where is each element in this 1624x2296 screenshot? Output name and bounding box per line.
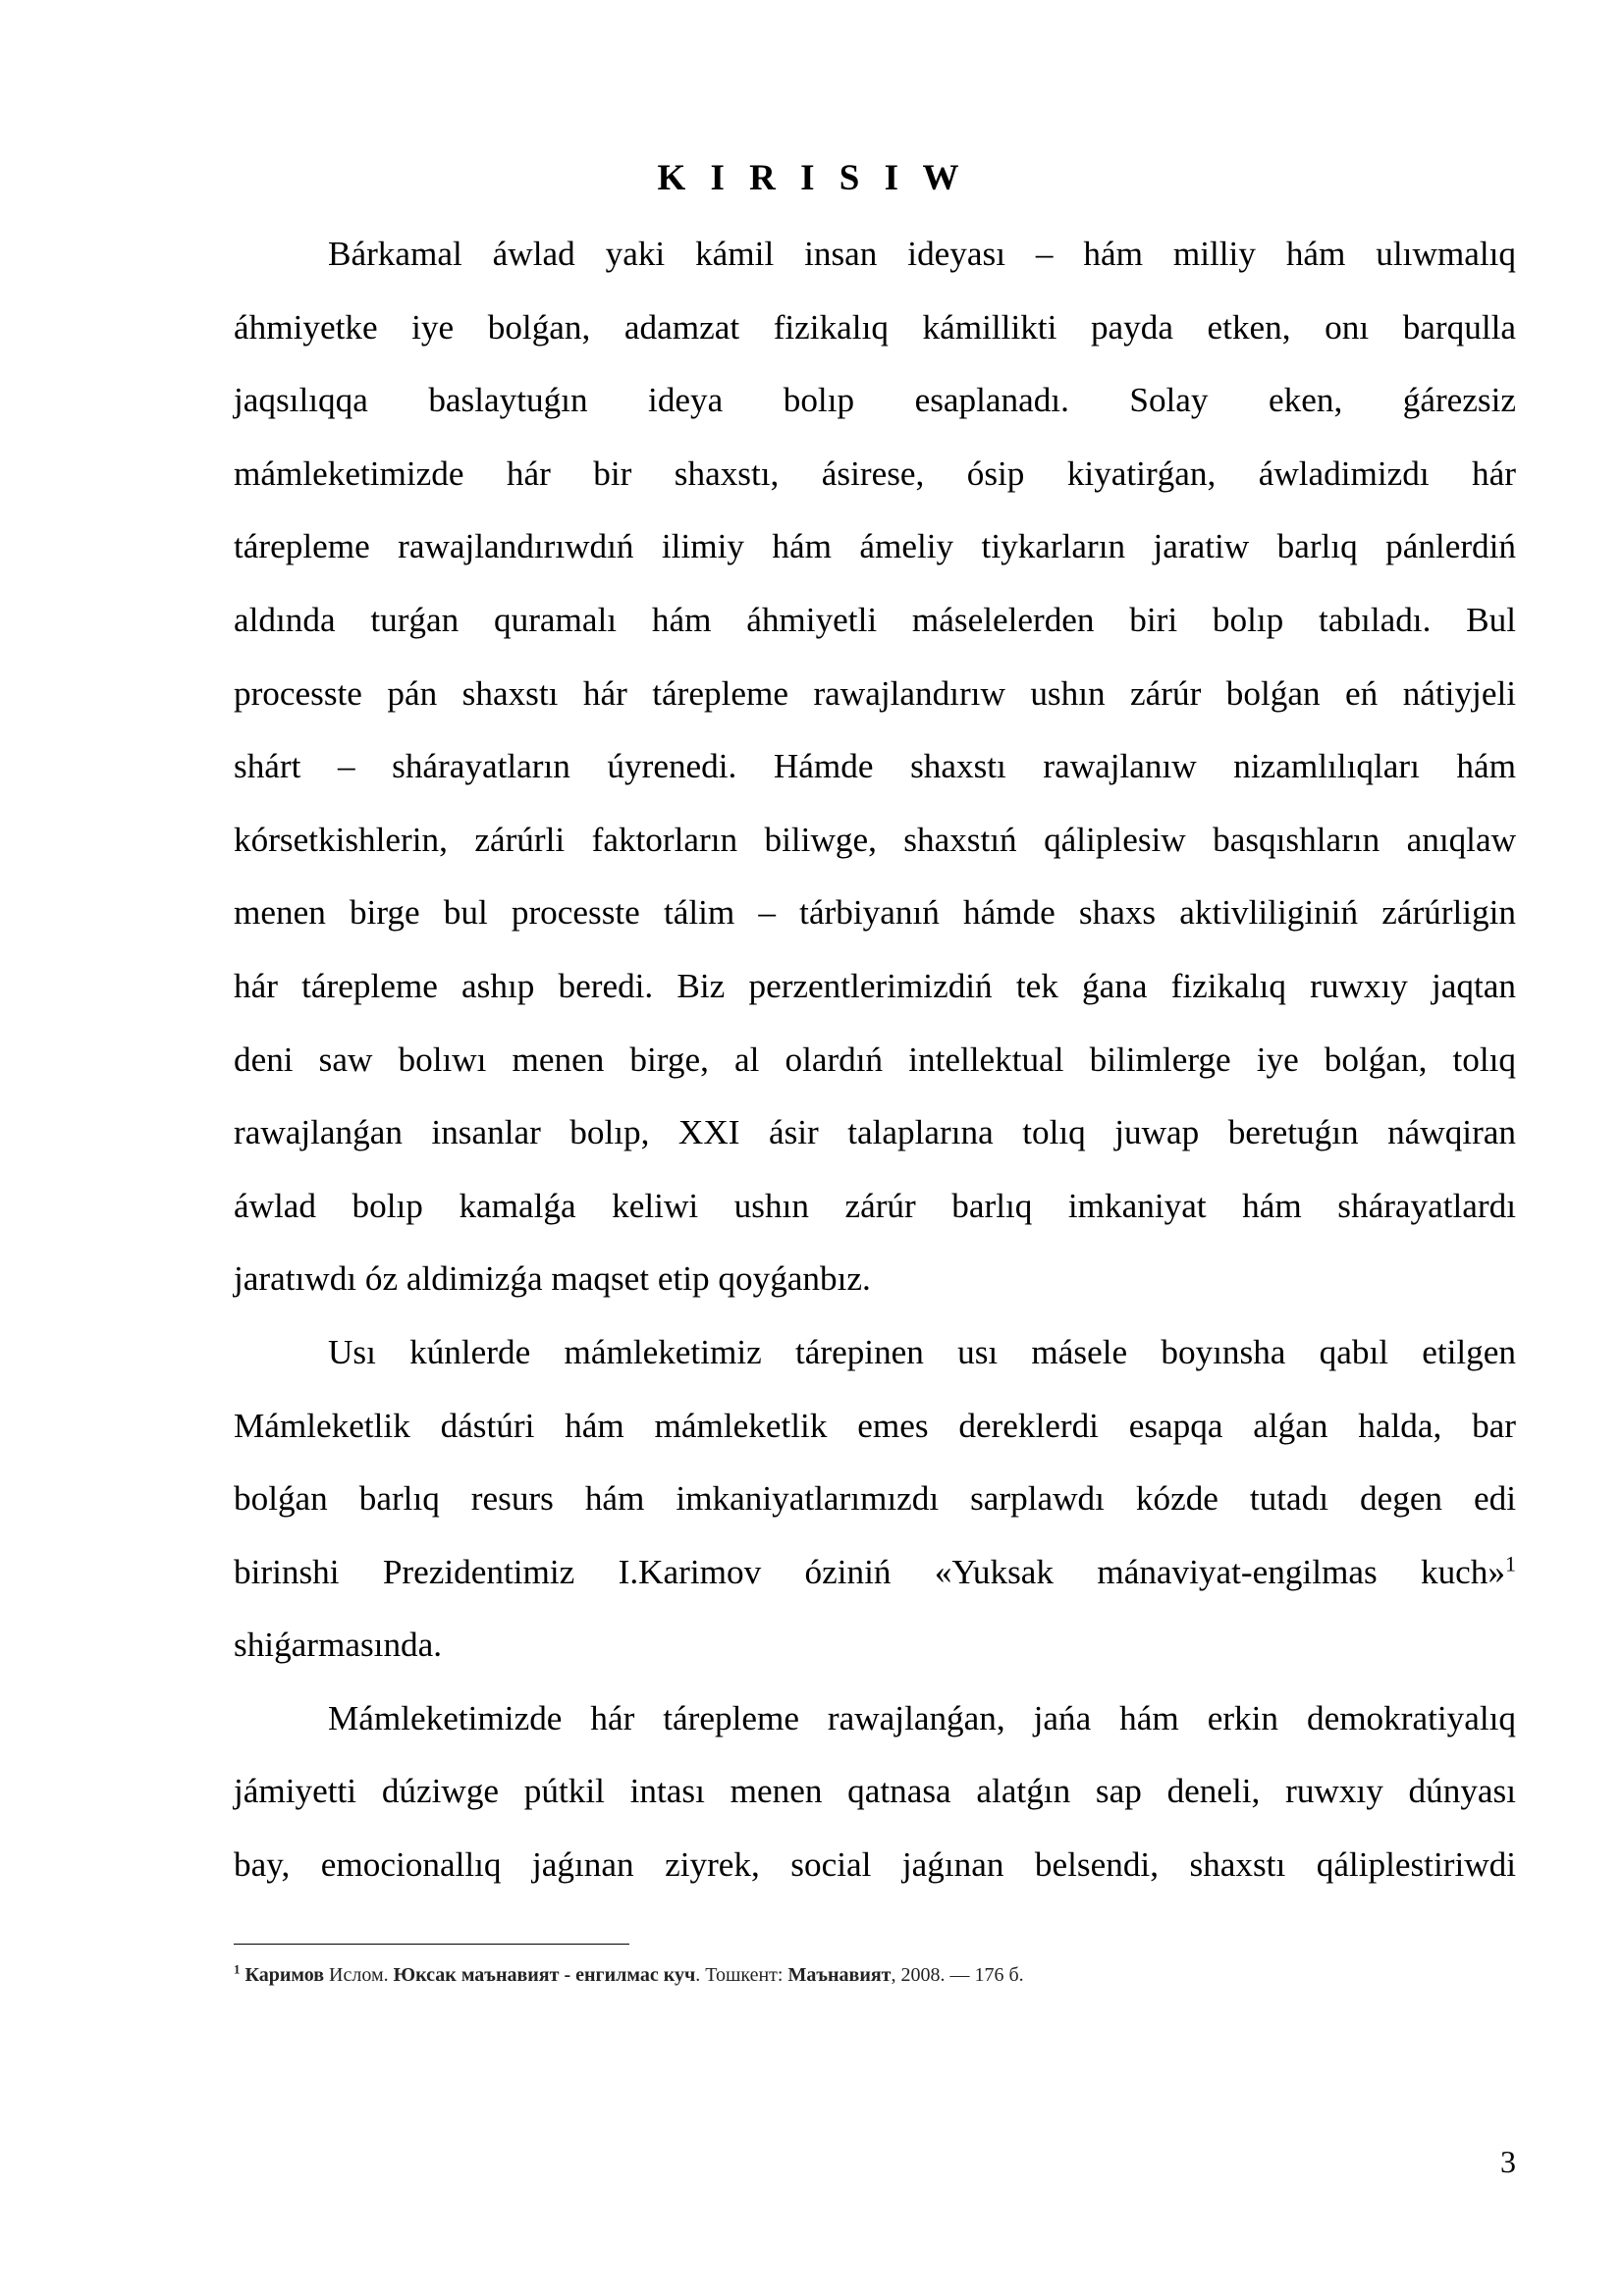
text-line: aldında turǵan quramalı hám áhmiyetli máselelerden biri bolıp tabıladı. Bul <box>234 600 1516 639</box>
text-line: shárt – shárayatların úyrenedi. Hámde shaxstı rawajlanıw nizamlılıqları hám <box>234 747 1516 786</box>
text-line: shiǵarmasında. <box>234 1626 443 1665</box>
footnote-place: . Тошкент: <box>695 1964 788 1986</box>
text-line: áwlad bolıp kamalǵa keliwi ushın zárúr barlıq imkaniyat hám shárayatlardı <box>234 1186 1516 1225</box>
paragraph-1 <box>234 218 1516 1316</box>
footnote-tail: , 2008. — 176 б. <box>891 1964 1024 1986</box>
text-line: Bárkamal áwlad yaki kámil insan ideyası – hám milliy hám ulıwmalıq <box>328 235 1516 273</box>
page-title: K I R I S I W <box>657 158 967 198</box>
text-line: bay, emocionallıq jaǵınan ziyrek, social jaǵınan belsendi, shaxstı qáliplestiriwdi <box>234 1845 1516 1885</box>
footnote-reference[interactable]: 1 <box>1505 1550 1516 1575</box>
paragraph-2 <box>234 1316 1516 1682</box>
text-line: menen birge bul processte tálim – tárbiyanıń hámde shaxs aktivliliginiń zárúrligin <box>234 893 1516 933</box>
footnote-work-title: Юксак маънавият - енгилмас куч <box>393 1964 696 1986</box>
text-line: hár tárepleme ashıp beredi. Biz perzentlerimizdiń tek ǵana fizikalıq ruwxıy jaqtan <box>234 966 1516 1005</box>
text-line: jámiyetti dúziwge pútkil intası menen qatnasa alatǵın sap deneli, ruwxıy dúnyası <box>234 1772 1516 1811</box>
footnote <box>234 1960 1516 1990</box>
text-line-with-footnote <box>234 1536 1516 1610</box>
footnote-publisher: Маънавият <box>787 1964 892 1986</box>
footnote-separator <box>234 1944 629 1945</box>
text-line: rawajlanǵan insanlar bolıp, XXI ásir talaplarına tolıq juwap beretuǵın náwqiran <box>234 1113 1516 1152</box>
page-number: 3 <box>1500 2144 1516 2179</box>
paragraph-3 <box>234 1682 1516 1902</box>
text-line: jaratıwdı óz aldimizǵa maqset etip qoyǵanbız. <box>234 1259 871 1299</box>
text-line: jaqsılıqqa baslaytuǵın ideya bolıp esaplanadı. Solay eken, ǵárezsiz <box>234 381 1516 420</box>
footnote-number: 1 <box>234 1961 241 1977</box>
text-line: processte pán shaxstı hár tárepleme rawajlandırıw ushın zárúr bolǵan eń nátiyjeli <box>234 673 1516 713</box>
footnote-author-rest: Ислом. <box>324 1964 394 1986</box>
text-line: bolǵan barlıq resurs hám imkaniyatlarımızdı sarplawdı kózde tutadı degen edi <box>234 1479 1516 1519</box>
text-line: deni saw bolıwı menen birge, al olardıń intellektual bilimlerge iye bolǵan, tolıq <box>234 1040 1516 1079</box>
text-line: áhmiyetke iye bolǵan, adamzat fizikalıq kámillikti payda etken, onı barqulla <box>234 307 1516 347</box>
text-line: kórsetkishlerin, zárúrli faktorların biliwge, shaxstıń qáliplesiw basqıshların anıqlaw <box>234 820 1516 859</box>
text-line: mámleketimizde hár bir shaxstı, ásirese, ósip kiyatirǵan, áwladimizdı hár <box>234 454 1516 493</box>
body-text <box>234 218 1516 1902</box>
text-line: tárepleme rawajlandırıwdıń ilimiy hám ámeliy tiykarların jaratiw barlıq pánlerdiń <box>234 527 1516 566</box>
text-line: Mámleketlik dástúri hám mámleketlik emes dereklerdi esapqa alǵan halda, bar <box>234 1406 1516 1445</box>
text-line: Mámleketimizde hár tárepleme rawajlanǵan, jańa hám erkin demokratiyalıq <box>328 1698 1516 1737</box>
text-line-content: birinshi Prezidentimiz I.Karimov óziniń «Yuksak mánaviyat-engilmas kuch» <box>234 1552 1505 1591</box>
footnote-author: Каримов <box>244 1964 325 1986</box>
text-line: Usı kúnlerde mámleketimiz tárepinen usı másele boyınsha qabıl etilgen <box>328 1332 1516 1371</box>
